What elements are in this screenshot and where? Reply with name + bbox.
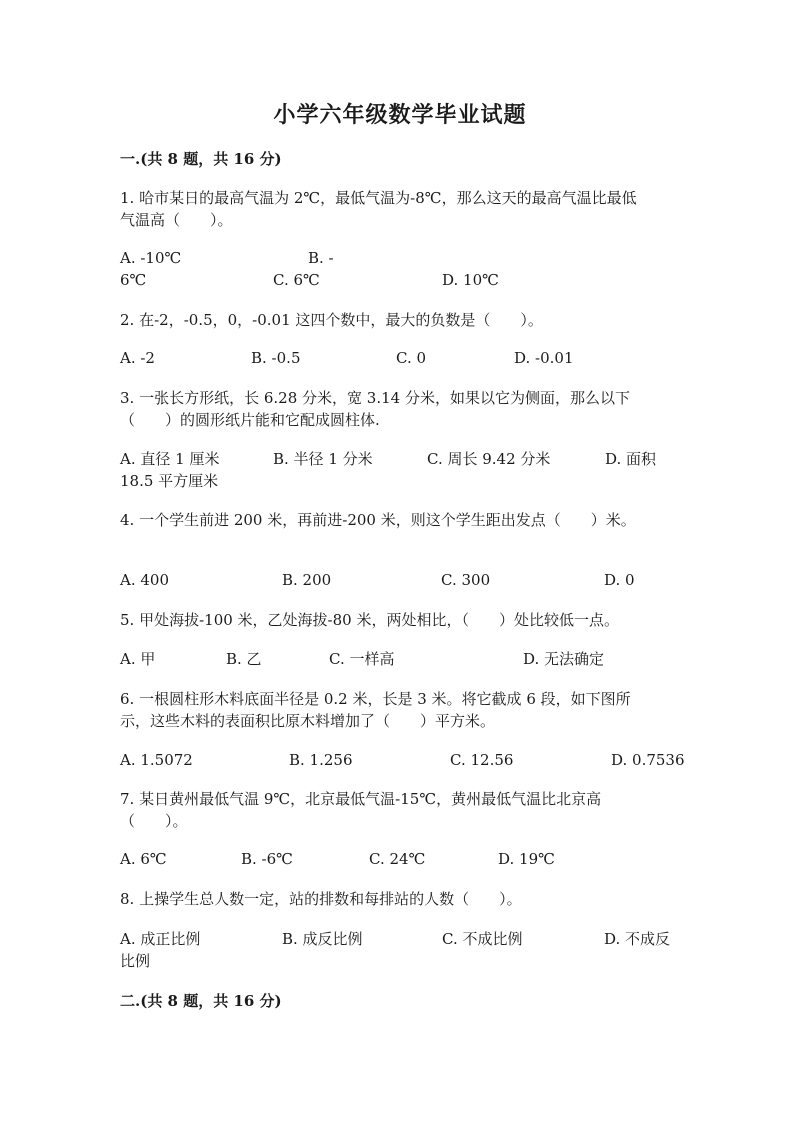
- options-row: [120, 569, 690, 591]
- option-d[interactable]: D. 0: [604, 571, 635, 589]
- option-a[interactable]: A. 甲: [120, 650, 156, 668]
- option-a[interactable]: A. 成正比例: [120, 930, 201, 948]
- option-d[interactable]: D. 10℃: [442, 271, 499, 289]
- question-stem-line: 3. 一张长方形纸，长 6.28 分米，宽 3.14 分米，如果以它为侧面，那么以下: [120, 389, 630, 407]
- options-row: [120, 269, 690, 291]
- option-c[interactable]: C. 周长 9.42 分米: [427, 450, 551, 468]
- question-stem-line: （ ）。: [120, 812, 188, 830]
- question-stem-line: 4. 一个学生前进 200 米，再前进-200 米，则这个学生距出发点（ ）米。: [120, 511, 636, 529]
- option-c[interactable]: C. 一样高: [329, 650, 395, 668]
- question-2: [120, 309, 680, 331]
- option-d[interactable]: D. 19℃: [498, 850, 555, 868]
- options-row: [120, 848, 690, 870]
- option-a[interactable]: A. -10℃: [120, 249, 182, 267]
- option-b[interactable]: B. 乙: [226, 650, 262, 668]
- option-a[interactable]: A. 6℃: [120, 850, 167, 868]
- option-c[interactable]: C. 6℃: [273, 271, 320, 289]
- option-b[interactable]: B. -6℃: [241, 850, 293, 868]
- question-stem-line: 示，这些木料的表面积比原木料增加了（ ）平方米。: [120, 712, 496, 730]
- options-row: [120, 749, 690, 771]
- question-6: [120, 688, 680, 732]
- question-4: [120, 509, 680, 531]
- options-row: [120, 648, 690, 670]
- option-b[interactable]: B. 1.256: [289, 751, 353, 769]
- option-c[interactable]: C. 24℃: [369, 850, 426, 868]
- question-stem-line: （ ）的圆形纸片能和它配成圆柱体.: [120, 411, 380, 429]
- question-stem-line: 6. 一根圆柱形木料底面半径是 0.2 米，长是 3 米。将它截成 6 段，如下图所: [120, 690, 631, 708]
- option-d[interactable]: D. 不成反: [604, 930, 671, 948]
- question-stem-line: 气温高（ ）。: [120, 211, 233, 229]
- question-stem-line: 5. 甲处海拔-100 米，乙处海拔-80 米，两处相比，（ ）处比较低一点。: [120, 611, 619, 629]
- option-d[interactable]: D. 无法确定: [523, 650, 605, 668]
- options-row: [120, 448, 690, 470]
- option-b[interactable]: B. 半径 1 分米: [273, 450, 373, 468]
- section-heading-2: 二.(共 8 题，共 16 分): [120, 992, 282, 1010]
- question-stem-line: 7. 某日黄州最低气温 9℃，北京最低气温-15℃，黄州最低气温比北京高: [120, 790, 602, 808]
- options-row: [120, 247, 690, 269]
- option-b[interactable]: B. 200: [282, 571, 332, 589]
- option-a[interactable]: A. 400: [120, 571, 169, 589]
- question-3: [120, 387, 680, 431]
- question-8: [120, 888, 680, 910]
- option-b[interactable]: B. -: [308, 249, 334, 267]
- section-heading-1: 一.(共 8 题，共 16 分): [120, 150, 282, 168]
- question-stem-line: 2. 在-2，-0.5，0，-0.01 这四个数中，最大的负数是（ ）。: [120, 311, 543, 329]
- option-c[interactable]: C. 0: [396, 349, 427, 367]
- options-row: [120, 950, 690, 972]
- option-b[interactable]: B. -0.5: [251, 349, 301, 367]
- question-stem-line: 8. 上操学生总人数一定，站的排数和每排站的人数（ ）。: [120, 890, 522, 908]
- option-a[interactable]: A. 直径 1 厘米: [120, 450, 220, 468]
- option-d-continued: 比例: [120, 952, 151, 970]
- option-c[interactable]: C. 12.56: [450, 751, 514, 769]
- option-a[interactable]: A. -2: [120, 349, 155, 367]
- option-d[interactable]: D. -0.01: [514, 349, 574, 367]
- options-row: [120, 347, 690, 369]
- option-c[interactable]: C. 300: [441, 571, 491, 589]
- question-stem-line: 1. 哈市某日的最高气温为 2℃，最低气温为-8℃，那么这天的最高气温比最低: [120, 189, 637, 207]
- exam-title: 小学六年级数学毕业试题: [273, 102, 527, 128]
- options-row: [120, 928, 690, 950]
- options-row: [120, 470, 690, 492]
- question-7: [120, 788, 680, 832]
- option-d-continued: 18.5 平方厘米: [120, 472, 219, 490]
- option-c[interactable]: C. 不成比例: [442, 930, 523, 948]
- option-a[interactable]: A. 1.5072: [120, 751, 193, 769]
- question-1: [120, 187, 680, 231]
- option-b-continued: 6℃: [120, 271, 147, 289]
- option-d[interactable]: D. 0.7536: [611, 751, 685, 769]
- option-b[interactable]: B. 成反比例: [282, 930, 363, 948]
- option-d[interactable]: D. 面积: [605, 450, 657, 468]
- question-5: [120, 609, 680, 631]
